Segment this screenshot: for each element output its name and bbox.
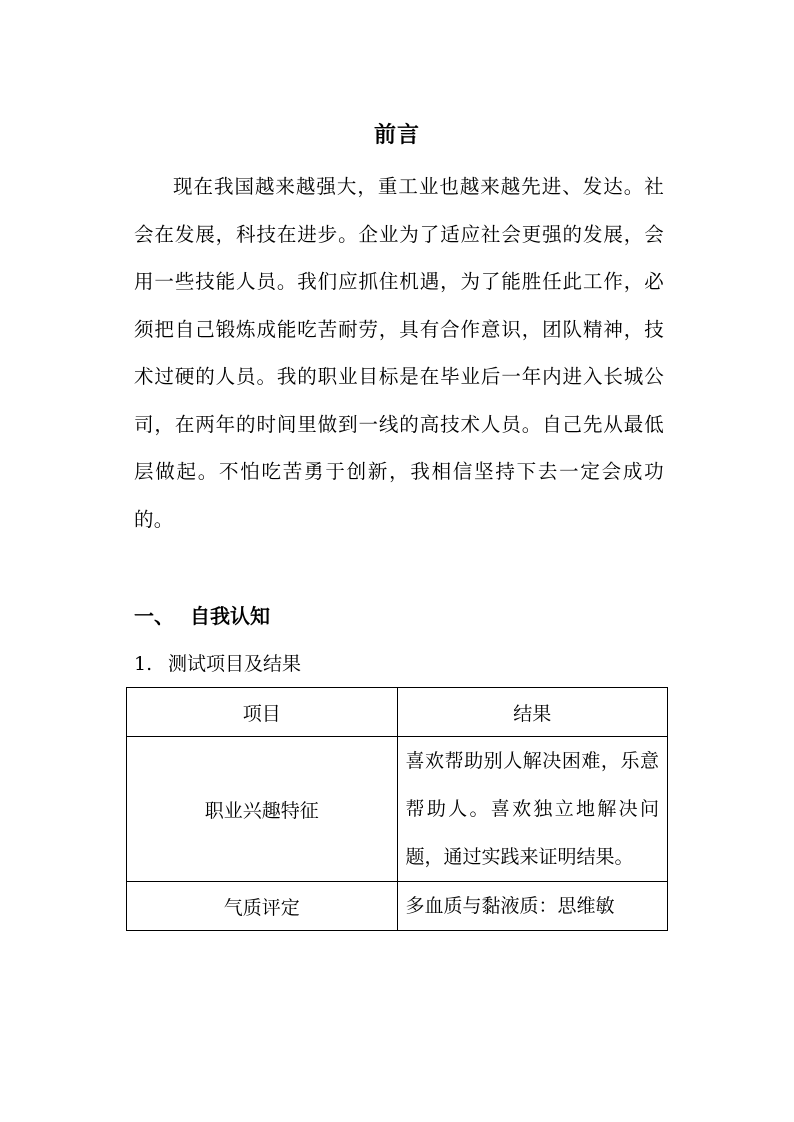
table-cell-result: 多血质与黏液质：思维敏	[397, 882, 668, 931]
table-header-item: 项目	[127, 688, 398, 737]
table-row	[127, 882, 668, 931]
section-heading	[134, 600, 270, 629]
table-header-row	[127, 688, 668, 737]
table-header-result: 结果	[397, 688, 668, 737]
table-cell-item: 职业兴趣特征	[127, 737, 398, 882]
table-row	[127, 737, 668, 882]
results-table	[126, 687, 668, 931]
table-cell-item: 气质评定	[127, 882, 398, 931]
table-cell-result: 喜欢帮助别人解决困难，乐意帮助人。喜欢独立地解决问题，通过实践来证明结果。	[397, 737, 668, 882]
section-title: 自我认知	[190, 604, 270, 628]
subsection-title: 测试项目及结果	[168, 653, 302, 675]
section-number: 一、	[134, 604, 174, 628]
subsection-number: 1.	[134, 653, 153, 675]
subsection-heading	[134, 649, 301, 676]
intro-paragraph: 现在我国越来越强大，重工业也越来越先进、发达。社会在发展，科技在进步。企业为了适应社会更强的发展，会用一些技能人员。我们应抓住机遇，为了能胜任此工作，必须把自己锻炼成能吃苦耐劳，具有合作意识，团队精神，技术过硬的人员。我的职业目标是在毕业后一年内进入长城公司，在两年的时间里做到一线的高技术人员。自己先从最低层做起。不怕吃苦勇于创新，我相信坚持下去一定会成功的。	[134, 175, 664, 531]
document-title: 前言	[373, 122, 420, 148]
